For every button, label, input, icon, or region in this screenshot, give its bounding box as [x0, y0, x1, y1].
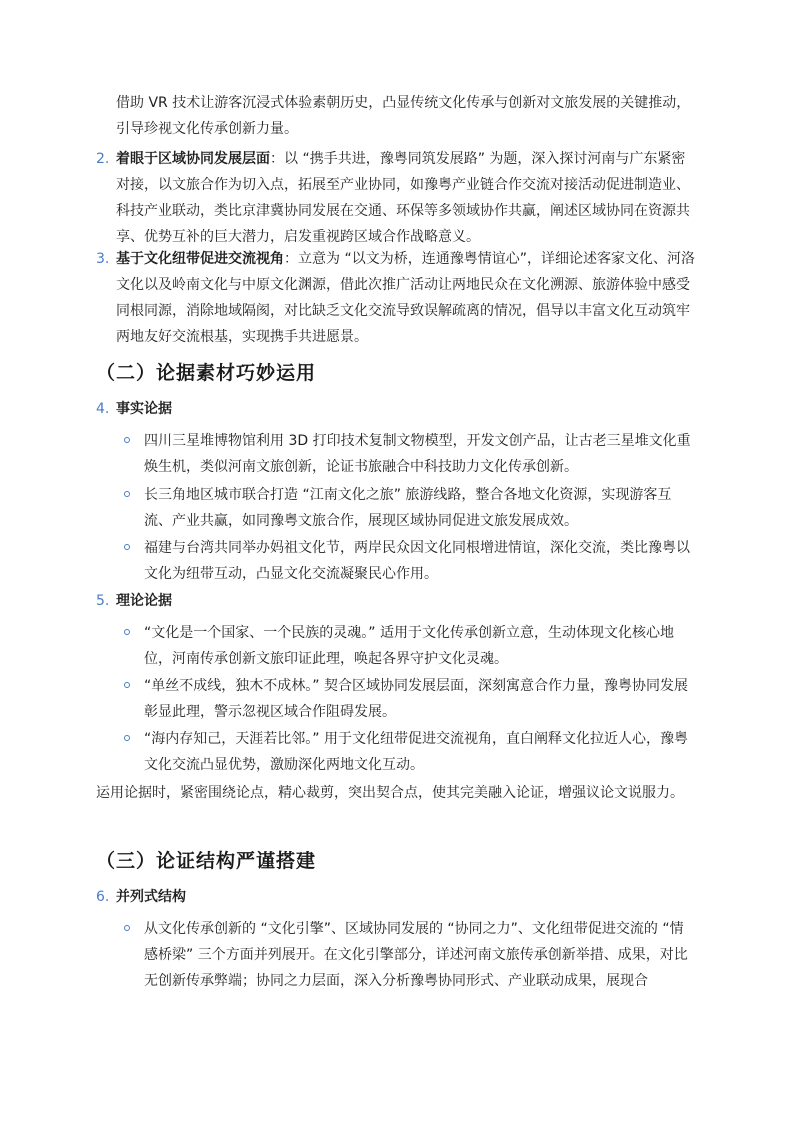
list-number: 5. [96, 593, 110, 609]
bullet-marker-icon [124, 735, 130, 741]
bullet-marker-icon [124, 491, 130, 497]
bullet-text: 四川三星堆博物馆利用 3D 打印技术复制文物模型，开发文创产品，让古老三星堆文化重焕生机，类似河南文旅创新，论证书旅融合中科技助力文化传承创新。 [144, 433, 691, 475]
bullet-item [124, 916, 696, 994]
bullet-item [124, 620, 696, 672]
list-item-text: ：立意为 “以文为桥，连通豫粤情谊心”，详细论述客家文化、河洛文化以及岭南文化与中原文化渊源，借此次推广活动让两地民众在文化溯源、旅游体验中感受同根同源，消除地域隔阂，对比缺乏文化交流导致误解疏离的情况，倡导以丰富文化互动筑牢两地友好交流根基，实现携手共进愿景。 [116, 251, 695, 345]
subheading-6 [96, 884, 696, 910]
section-heading-2: （二）论据素材巧妙运用 [96, 362, 317, 384]
bullet-item [124, 726, 696, 778]
subheading-5 [96, 588, 696, 614]
bullet-text: “单丝不成线，独木不成林。” 契合区域协同发展层面，深刻寓意合作力量，豫粤协同发展彰显此理，警示忽视区域合作阻碍发展。 [144, 678, 688, 720]
list-number: 6. [96, 889, 110, 905]
bullet-marker-icon [124, 682, 130, 688]
list-item-2 [96, 146, 696, 250]
bullet-text: “文化是一个国家、一个民族的灵魂。” 适用于文化传承创新立意，生动体现文化核心地位，河南传承创新文旅印证此理，唤起各界守护文化灵魂。 [144, 625, 674, 667]
list-number: 4. [96, 401, 110, 417]
bullet-text: 福建与台湾共同举办妈祖文化节，两岸民众因文化同根增进情谊，深化交流，类比豫粤以文化为纽带互动，凸显文化交流凝聚民心作用。 [144, 540, 690, 582]
list-item-1-continuation: 借助 VR 技术让游客沉浸式体验素朝历史，凸显传统文化传承与创新对文旅发展的关键推动，引导珍视文化传承创新力量。 [116, 95, 691, 137]
bullet-item [124, 482, 696, 534]
summary-paragraph: 运用论据时，紧密围绕论点，精心裁剪，突出契合点，使其完美融入论证，增强议论文说服力。 [96, 785, 684, 801]
list-number: 2. [96, 151, 110, 167]
subheading-4 [96, 396, 696, 422]
bullet-item [124, 535, 696, 587]
list-item-3 [96, 246, 696, 350]
subheading-title: 理论论据 [116, 593, 172, 609]
bullet-marker-icon [124, 925, 130, 931]
list-item-title: 基于文化纽带促进交流视角 [116, 251, 284, 267]
section-heading-3: （三）论证结构严谨搭建 [96, 850, 317, 872]
subheading-title: 并列式结构 [116, 889, 186, 905]
bullet-marker-icon [124, 544, 130, 550]
bullet-text: 从文化传承创新的 “文化引擎”、区域协同发展的 “协同之力”、文化纽带促进交流的 “情感桥梁” 三个方面并列展开。在文化引擎部分，详述河南文旅传承创新举措、成果，对比无创新传承弊端；协同之力层面，深入分析豫粤协同形式、产业联动成果，展现合 [144, 921, 688, 989]
list-item-title: 着眼于区域协同发展层面 [116, 151, 270, 167]
bullet-text: 长三角地区城市联合打造 “江南文化之旅” 旅游线路，整合各地文化资源，实现游客互流、产业共赢，如同豫粤文旅合作，展现区域协同促进文旅发展成效。 [144, 487, 672, 529]
bullet-text: “海内存知己，天涯若比邻。” 用于文化纽带促进交流视角，直白阐释文化拉近人心，豫粤文化交流凸显优势，激励深化两地文化互动。 [144, 731, 688, 773]
list-item-text: ：以 “携手共进，豫粤同筑发展路” 为题，深入探讨河南与广东紧密对接，以文旅合作为切入点，拓展至产业协同，如豫粤产业链合作交流对接活动促进制造业、科技产业联动，类比京津冀协同发展在交通、环保等多领域协作共赢，阐述区域协同在资源共享、优势互补的巨大潜力，启发重视跨区域合作战略意义。 [116, 151, 690, 245]
subheading-title: 事实论据 [116, 401, 172, 417]
bullet-marker-icon [124, 437, 130, 443]
bullet-item [124, 428, 696, 480]
list-number: 3. [96, 251, 110, 267]
bullet-marker-icon [124, 629, 130, 635]
bullet-item [124, 673, 696, 725]
